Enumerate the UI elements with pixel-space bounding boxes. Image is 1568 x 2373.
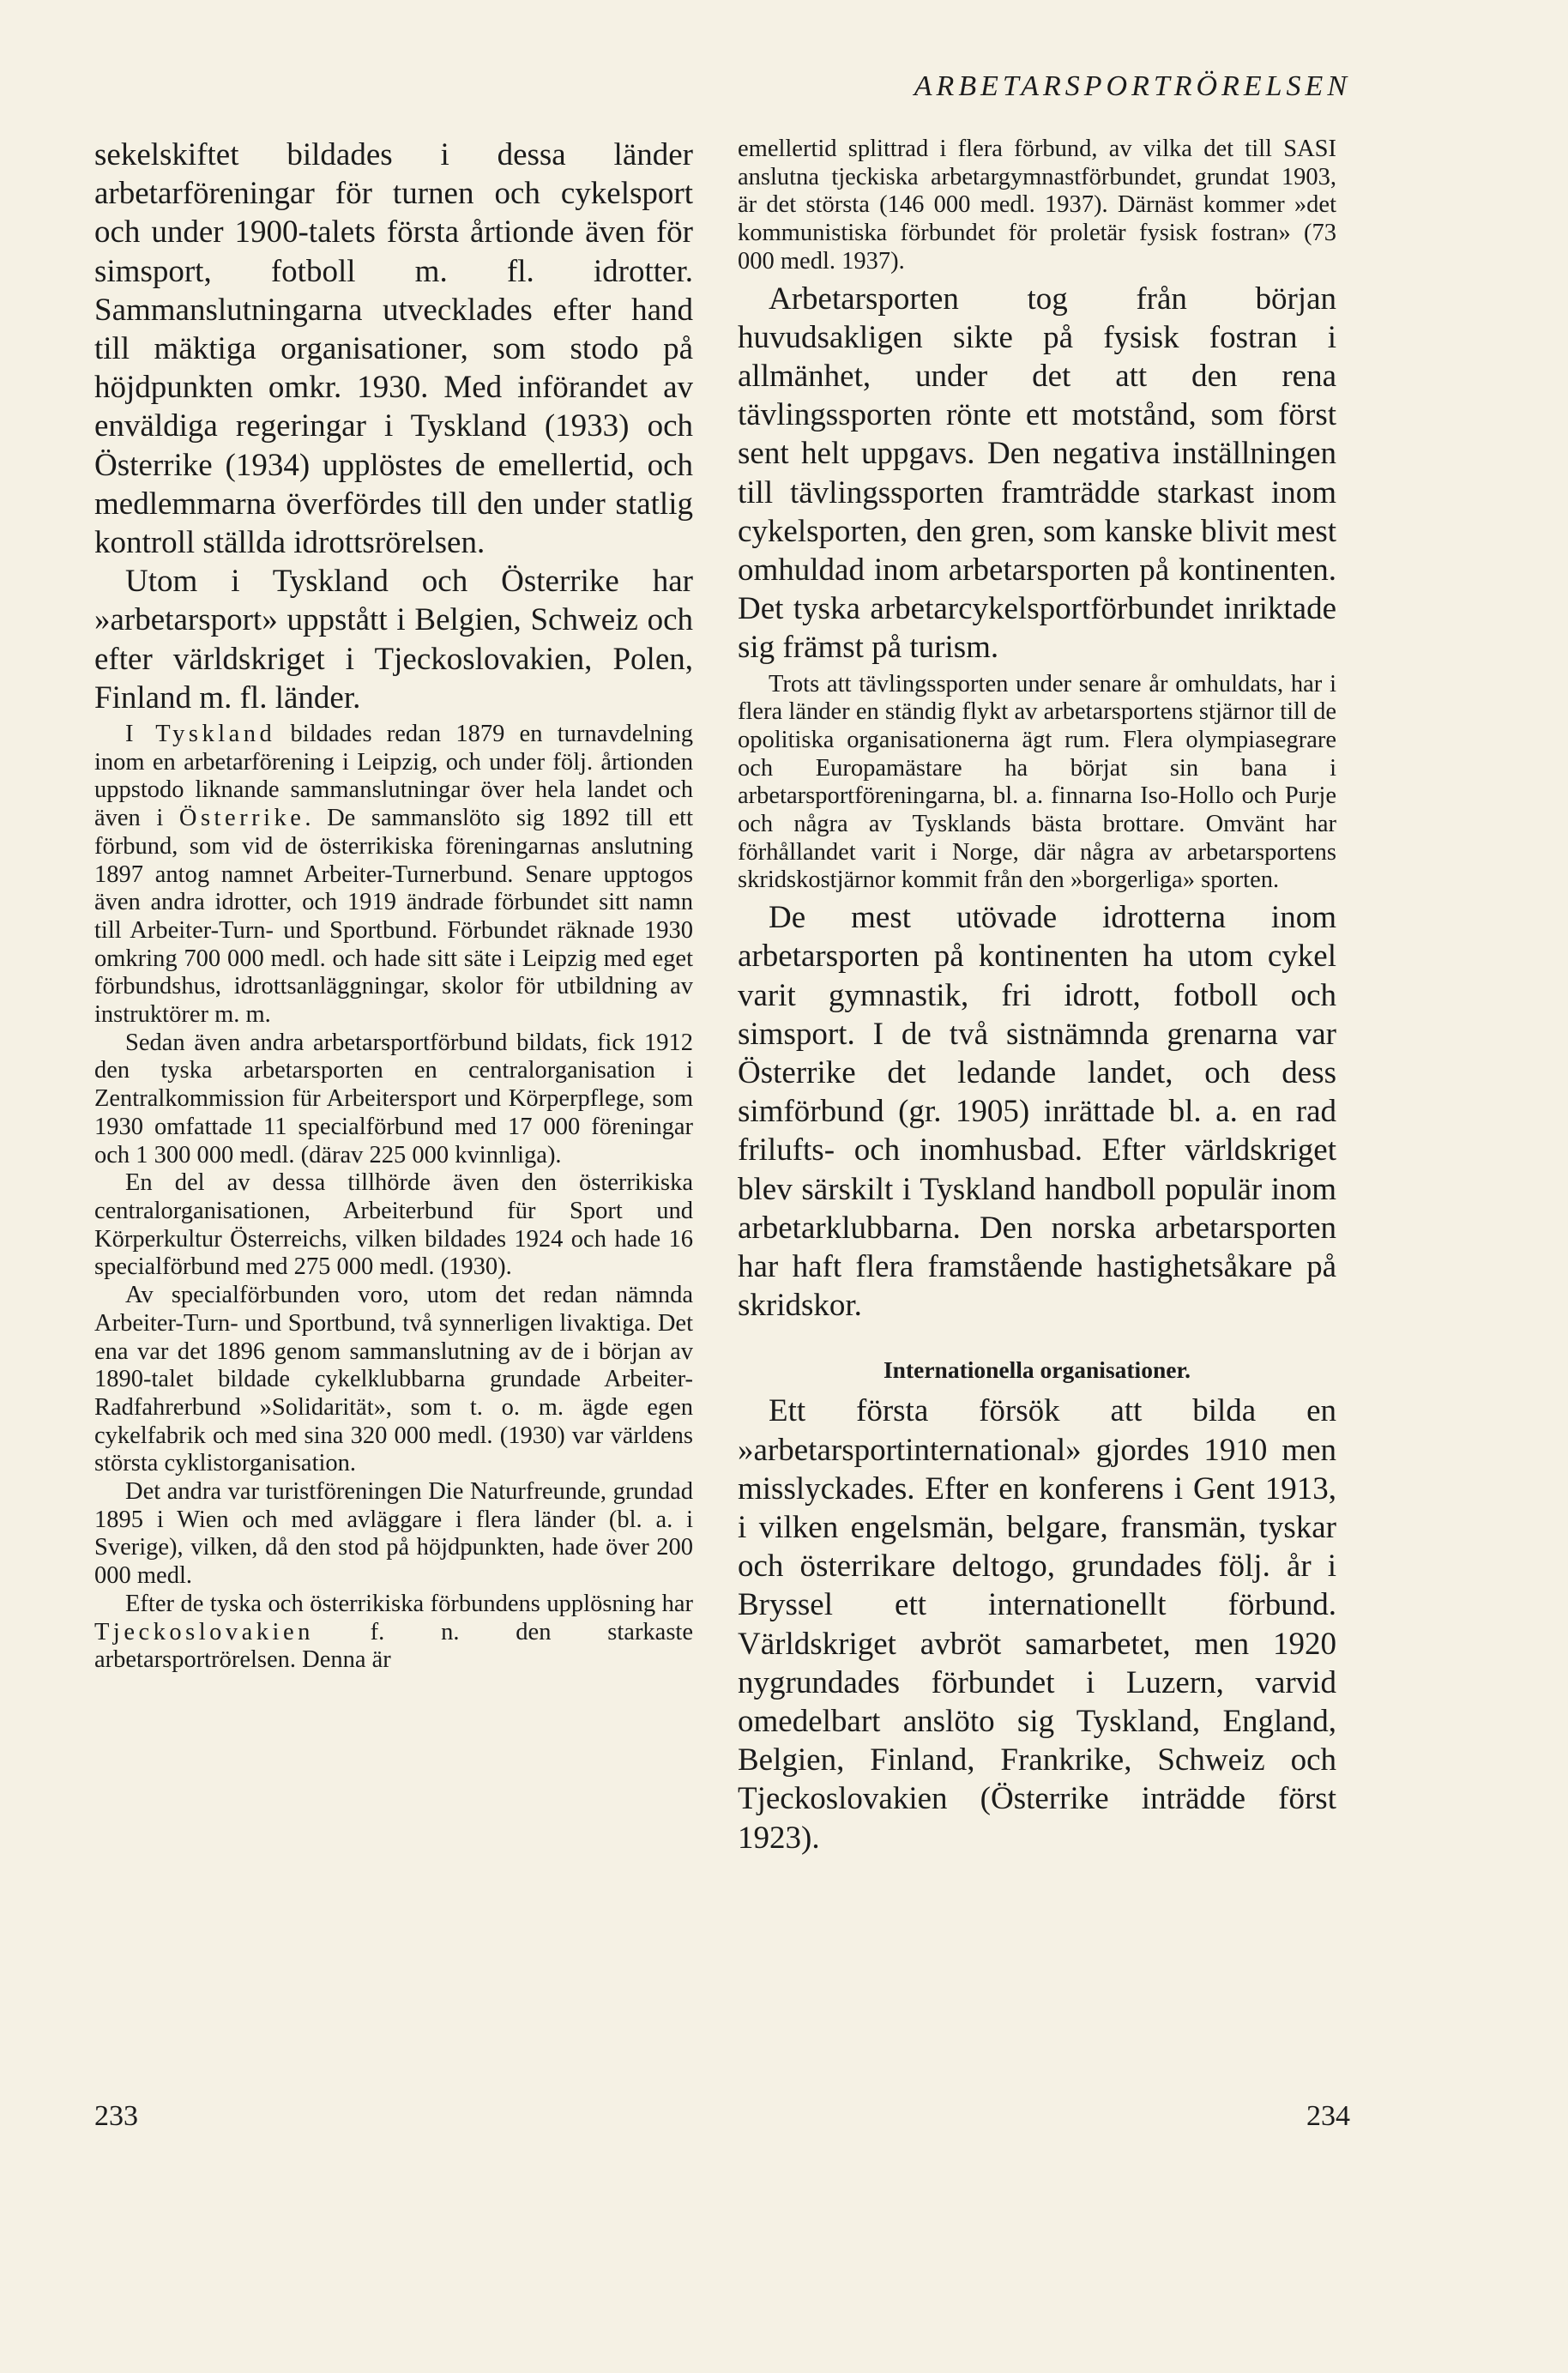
left-page-column [94,136,693,1675]
paragraph-germany-text-1: bildades redan 1879 en turnavdelning inom en arbetarförening i Leipzig, och under följ. årtionden uppstodo liknande sammanslutningar över hela landet och även i [94,721,693,832]
paragraph-germany [94,721,693,1030]
page-number-right: 234 [1306,2100,1350,2132]
paragraph-central-organisation: Sedan även andra arbetarsportförbund bildats, fick 1912 den tyska arbetarsporten en centralorganisation i Zentralkommission für Arbeitersport und Körperpflege, som 1930 omfattade 11 specialförbund med 17 000 föreningar och 1 300 000 medl. (därav 225 000 kvinnliga). [94,1029,693,1168]
paragraph-austrian-organisation: En del av dessa tillhörde även den österrikiska centralorganisationen, Arbeiterbund für Sport und Körperkultur Österreichs, vilken bildades 1924 och hade 16 specialförbund med 275 000 medl. (1930). [94,1169,693,1281]
paragraph-germany-text-2: . De sammanslöto sig 1892 till ett förbund, som vid de österrikiska föreningarnas anslutning 1897 antog namnet Arbeiter-Turnerbund. Senare upptogos även andra idrotter, och 1919 ändrade förbundet sitt namn till Arbeiter-Turn- und Sportbund. Förbundet räknade 1930 omkring 700 000 medl. och hade sitt säte i Leipzig med eget förbundshus, idrottsanläggningar, skolor för utbildning av instruktörer m. m. [94,805,693,1029]
paragraph-naturfreunde: Det andra var turistföreningen Die Naturfreunde, grundad 1895 i Wien och med avläggare i flera länder (bl. a. i Sverige), vilken, då den stod på höjdpunkten, hade över 200 000 medl. [94,1478,693,1590]
paragraph-intro-continued: sekelskiftet bildades i dessa länder arbetarföreningar för turnen och cykelsport och under 1900-talets första årtionde även för simsport, fotboll m. fl. idrotter. Sammanslutningarna utvecklades efter hand till mäktiga organisationer, som stodo på höjdpunkten omkr. 1930. Med införandet av enväldiga regeringar i Tyskland (1933) och Österrike (1934) upplöstes de emellertid, och medlemmarna överfördes till den under statlig kontroll ställda idrottsrörelsen. [94,137,693,561]
paragraph-competitive-sport: Trots att tävlingssporten under senare år omhuldats, har i flera länder en ständig flykt av arbetarsportens stjärnor till de opolitiska organisationerna ägt rum. Flera olympiasegrare och Europamästare ha börjat sin bana i arbetarsportföreningarna, bl. a. finnarna Iso-Hollo och Purje och några av Tysklands bästa brottare. Omvänt har förhållandet varit i Norge, där några av arbetarsportens skridskostjärnor kommit från den »borgerliga» sporten. [738,670,1336,894]
running-header: ARBETARSPORTRÖRELSEN [914,70,1351,102]
section-heading-international: Internationella organisationer. [883,1356,1191,1384]
keyword-czechoslovakia: Tjeckoslovakien [94,1618,314,1645]
paragraph-czech-federations: emellertid splittrad i flera förbund, av vilka det till SASI anslutna tjeckiska arbetargymnastförbundet, grundat 1903, är det största (146 000 medl. 1937). Därnäst kommer »det kommunistiska förbundet för proletär fysisk fostran» (73 000 medl. 1937). [738,136,1336,275]
keyword-austria: Österrike [178,805,305,832]
paragraph-czechoslovakia [94,1591,693,1675]
paragraph-main-sports: De mest utövade idrotterna inom arbetarsporten på kontinenten ha utom cykel varit gymnastik, fri idrott, fotboll och simsport. I de två sistnämnda grenarna var Österrike det ledande landet, och dess simförbund (gr. 1905) inrättade bl. a. en rad frilufts- och inomhusbad. Efter världskriget blev särskilt i Tyskland handboll populär inom arbetarklubbarna. Den norska arbetarsporten har haft flera framstående hastighetsåkare på skridskor. [738,900,1336,1324]
paragraph-physical-education: Arbetarsporten tog från början huvudsakligen sikte på fysisk fostran i allmänhet, under det att den rena tävlingssporten rönte ett motstånd, som först sent helt uppgavs. Den negativa inställningen till tävlingssporten framträdde starkast inom cykelsporten, den gren, som kanske blivit mest omhuldad inom arbetarsporten på kontinenten. Det tyska arbetarcykelsportförbundet inriktade sig främst på turism. [738,281,1336,666]
paragraph-czechoslovakia-text-1: Efter de tyska och österrikiska förbundens upplösning har [125,1590,693,1617]
paragraph-czechoslovakia-text-2: f. n. den starkaste arbetarsportrörelsen. Denna är [94,1618,693,1674]
page-number-left: 233 [94,2100,138,2132]
paragraph-other-countries: Utom i Tyskland och Österrike har »arbetarsport» uppstått i Belgien, Schweiz och efter världskriget i Tjeckoslovakien, Polen, Finland m. fl. länder. [94,564,693,716]
keyword-germany: I Tyskland [125,721,276,748]
paragraph-specialist-federations: Av specialförbunden voro, utom det redan nämnda Arbeiter-Turn- und Sportbund, två synnerligen livaktiga. Det ena var det 1896 genom sammanslutning av de i början av 1890-talet bildade cykelklubbarna grundade Arbeiter-Radfahrerbund »Solidarität», som t. o. m. ägde egen cykelfabrik och med sina 320 000 medl. (1930) var världens största cyklistorganisation. [94,1282,693,1477]
paragraph-international: Ett första försök att bilda en »arbetarsportinternational» gjordes 1910 men misslyckades. Efter en konferens i Gent 1913, i vilken engelsmän, belgare, fransmän, tyskar och österrikare deltogo, grundades följ. år i Bryssel ett internationellt förbund. Världskriget avbröt samarbetet, men 1920 nygrundades förbundet i Luzern, varvid omedelbart anslöto sig Tyskland, England, Belgien, Finland, Frankrike, Schweiz och Tjeckoslovakien (Österrike inträdde först 1923). [738,1393,1336,1856]
right-page-column [738,136,1336,1857]
